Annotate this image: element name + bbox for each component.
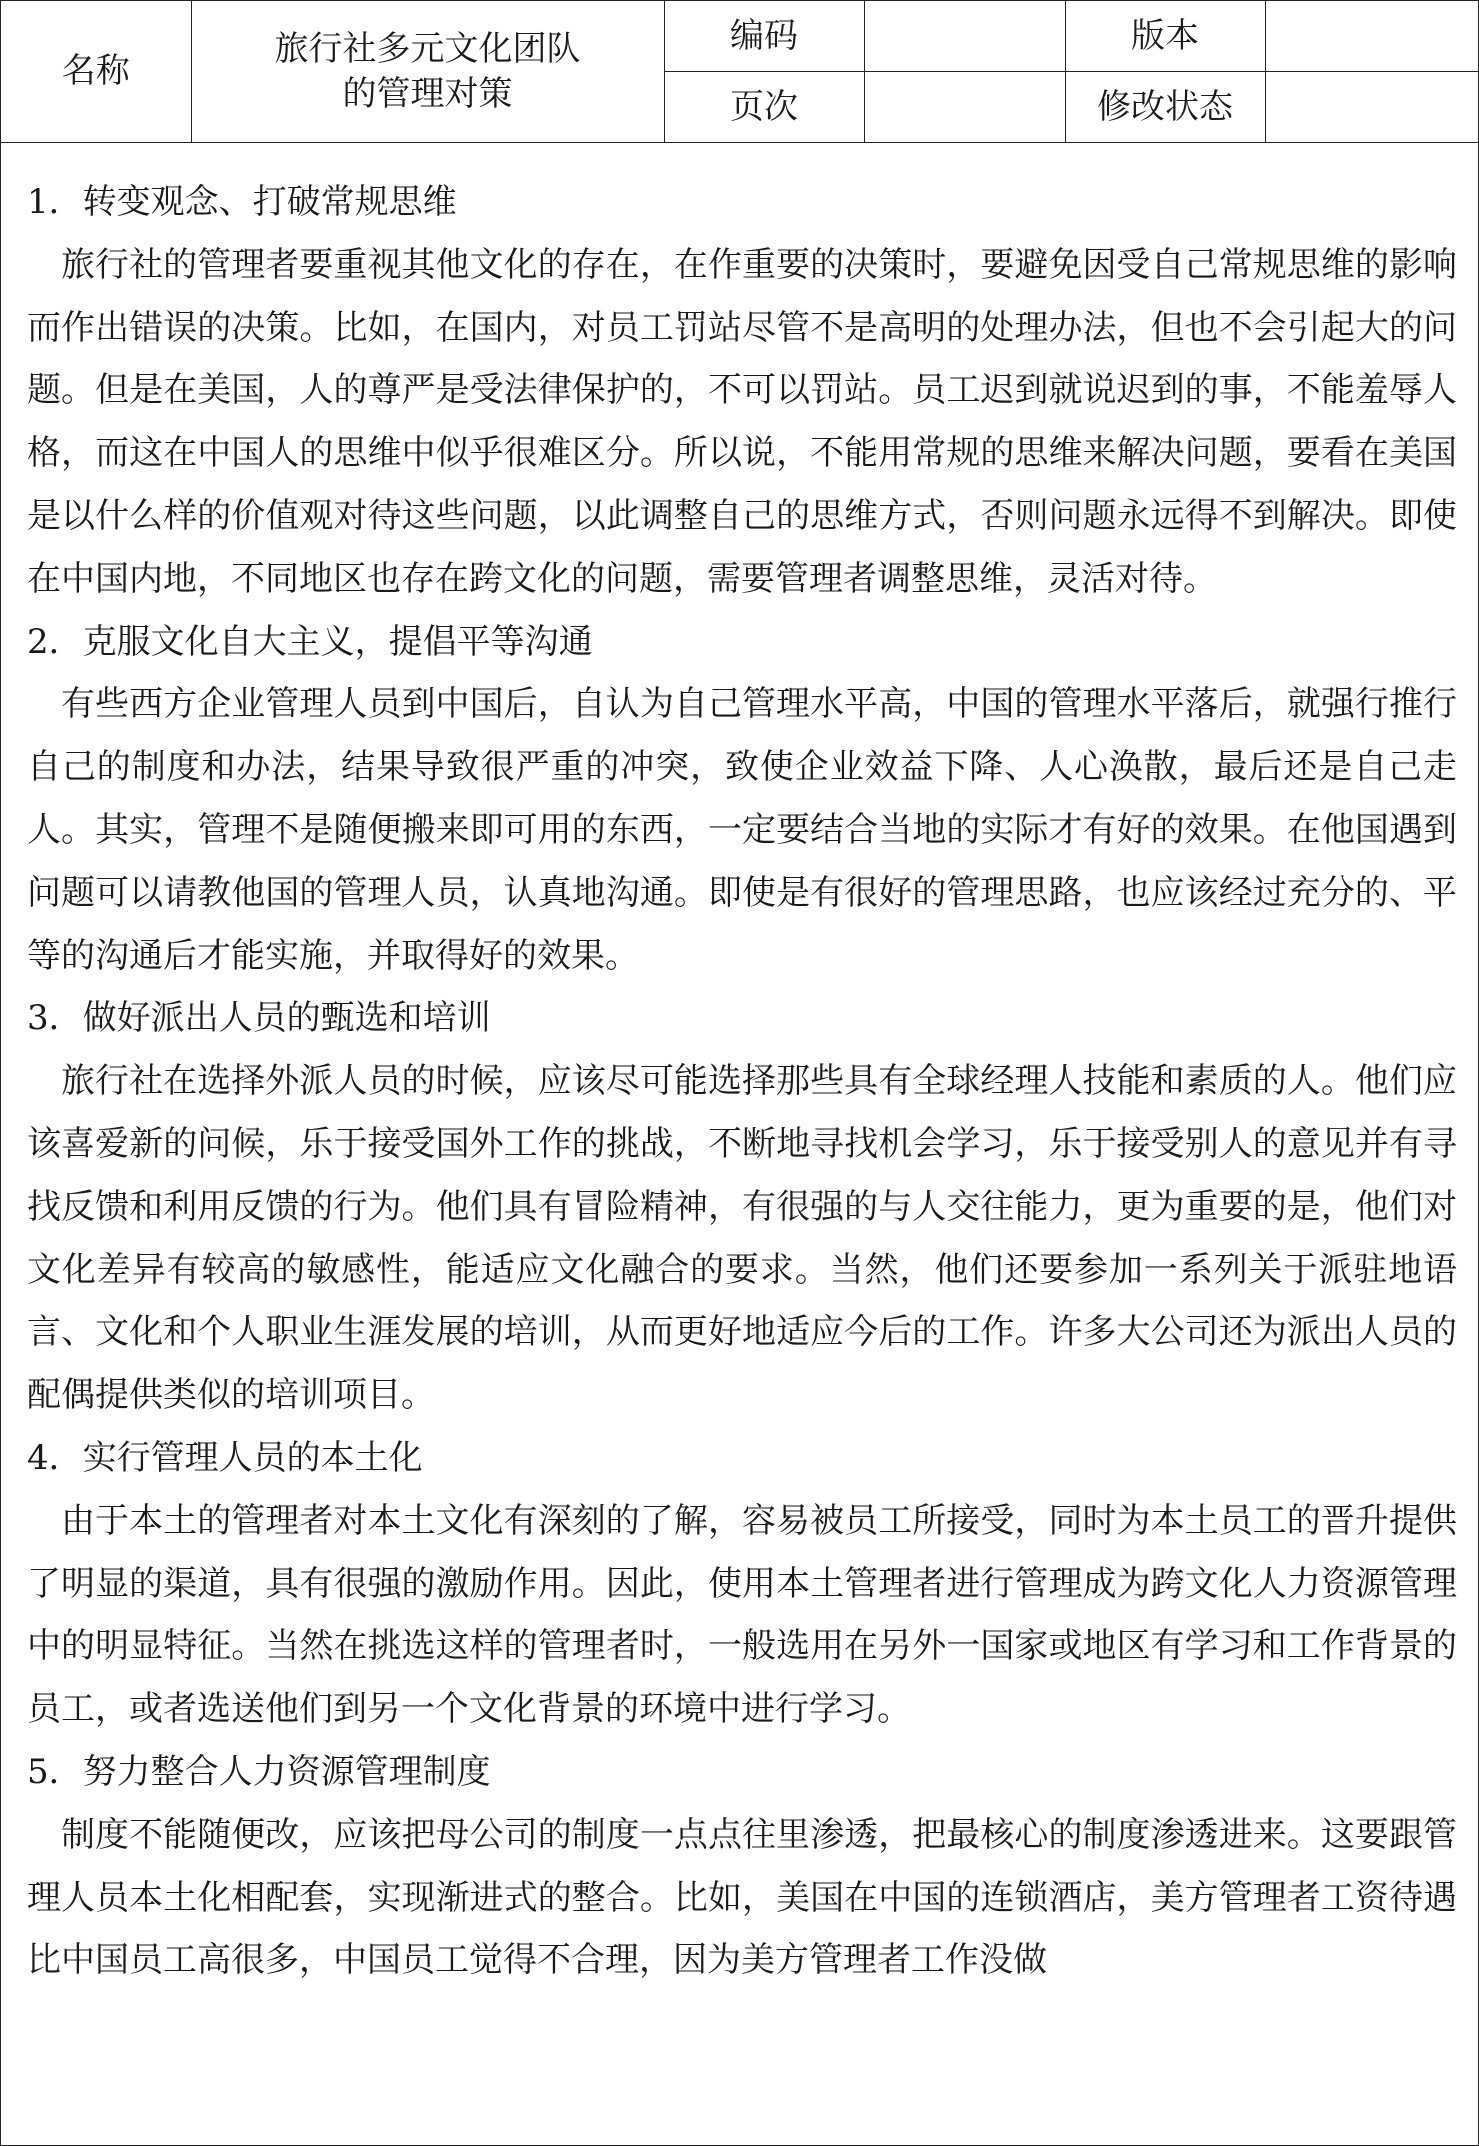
document-header-table	[1, 1, 1478, 143]
section-3-heading: 3．做好派出人员的甄选和培训	[27, 998, 491, 1039]
section-5-heading: 5．努力整合人力资源管理制度	[27, 1751, 491, 1792]
document-body	[27, 171, 1457, 1992]
section-4-paragraph: 由于本土的管理者对本土文化有深刻的了解，容易被员工所接受，同时为本土员工的晋升提供了明显的渠道，具有很强的激励作用。因此，使用本土管理者进行管理成为跨文化人力资源管理中的明显特征。当然在挑选这样的管理者时，一般选用在另外一国家或地区有学习和工作背景的员工，或者选送他们到另一个文化背景的环境中进行学习。	[27, 1500, 1457, 1730]
code-label: 编码	[664, 1, 864, 72]
version-label: 版本	[1065, 1, 1265, 72]
section-2-paragraph: 有些西方企业管理人员到中国后，自认为自己管理水平高，中国的管理水平落后，就强行推行自己的制度和办法，结果导致很严重的冲突，致使企业效益下降、人心涣散，最后还是自己走人。其实，管理不是随便搬来即可用的东西，一定要结合当地的实际才有好的效果。在他国遇到问题可以请教他国的管理人员，认真地沟通。即使是有很好的管理思路，也应该经过充分的、平等的沟通后才能实施，并取得好的效果。	[27, 684, 1457, 976]
section-2-heading: 2．克服文化自大主义，提倡平等沟通	[27, 621, 593, 662]
section-3-paragraph: 旅行社在选择外派人员的时候，应该尽可能选择那些具有全球经理人技能和素质的人。他们应该喜爱新的问候，乐于接受国外工作的挑战，不断地寻找机会学习，乐于接受别人的意见并有寻找反馈和利用反馈的行为。他们具有冒险精神，有很强的与人交往能力，更为重要的是，他们对文化差异有较高的敏感性，能适应文化融合的要求。当然，他们还要参加一系列关于派驻地语言、文化和个人职业生涯发展的培训，从而更好地适应今后的工作。许多大公司还为派出人员的配偶提供类似的培训项目。	[27, 1061, 1457, 1416]
section-1-heading: 1．转变观念、打破常规思维	[27, 182, 457, 222]
name-label: 名称	[1, 1, 191, 143]
revision-value	[1265, 72, 1478, 143]
page-value	[864, 72, 1065, 143]
page-label: 页次	[664, 72, 864, 143]
section-4-heading: 4．实行管理人员的本土化	[27, 1437, 423, 1478]
section-5-paragraph: 制度不能随便改，应该把母公司的制度一点点往里渗透，把最核心的制度渗透进来。这要跟管理人员本土化相配套，实现渐进式的整合。比如，美国在中国的连锁酒店，美方管理者工资待遇比中国员工高很多，中国员工觉得不合理，因为美方管理者工作没做	[27, 1814, 1457, 1981]
section-1-paragraph: 旅行社的管理者要重视其他文化的存在，在作重要的决策时，要避免因受自己常规思维的影响而作出错误的决策。比如，在国内，对员工罚站尽管不是高明的处理办法，但也不会引起大的问题。但是在美国，人的尊严是受法律保护的，不可以罚站。员工迟到就说迟到的事，不能羞辱人格，而这在中国人的思维中似乎很难区分。所以说，不能用常规的思维来解决问题，要看在美国是以什么样的价值观对待这些问题，以此调整自己的思维方式，否则问题永远得不到解决。即使在中国内地，不同地区也存在跨文化的问题，需要管理者调整思维，灵活对待。	[27, 244, 1457, 599]
document-title-line1: 旅行社多元文化团队	[274, 29, 581, 70]
document-title	[191, 1, 664, 143]
code-value	[864, 1, 1065, 72]
revision-label: 修改状态	[1065, 72, 1265, 143]
document-title-line2: 的管理对策	[342, 73, 513, 114]
version-value	[1265, 1, 1478, 72]
